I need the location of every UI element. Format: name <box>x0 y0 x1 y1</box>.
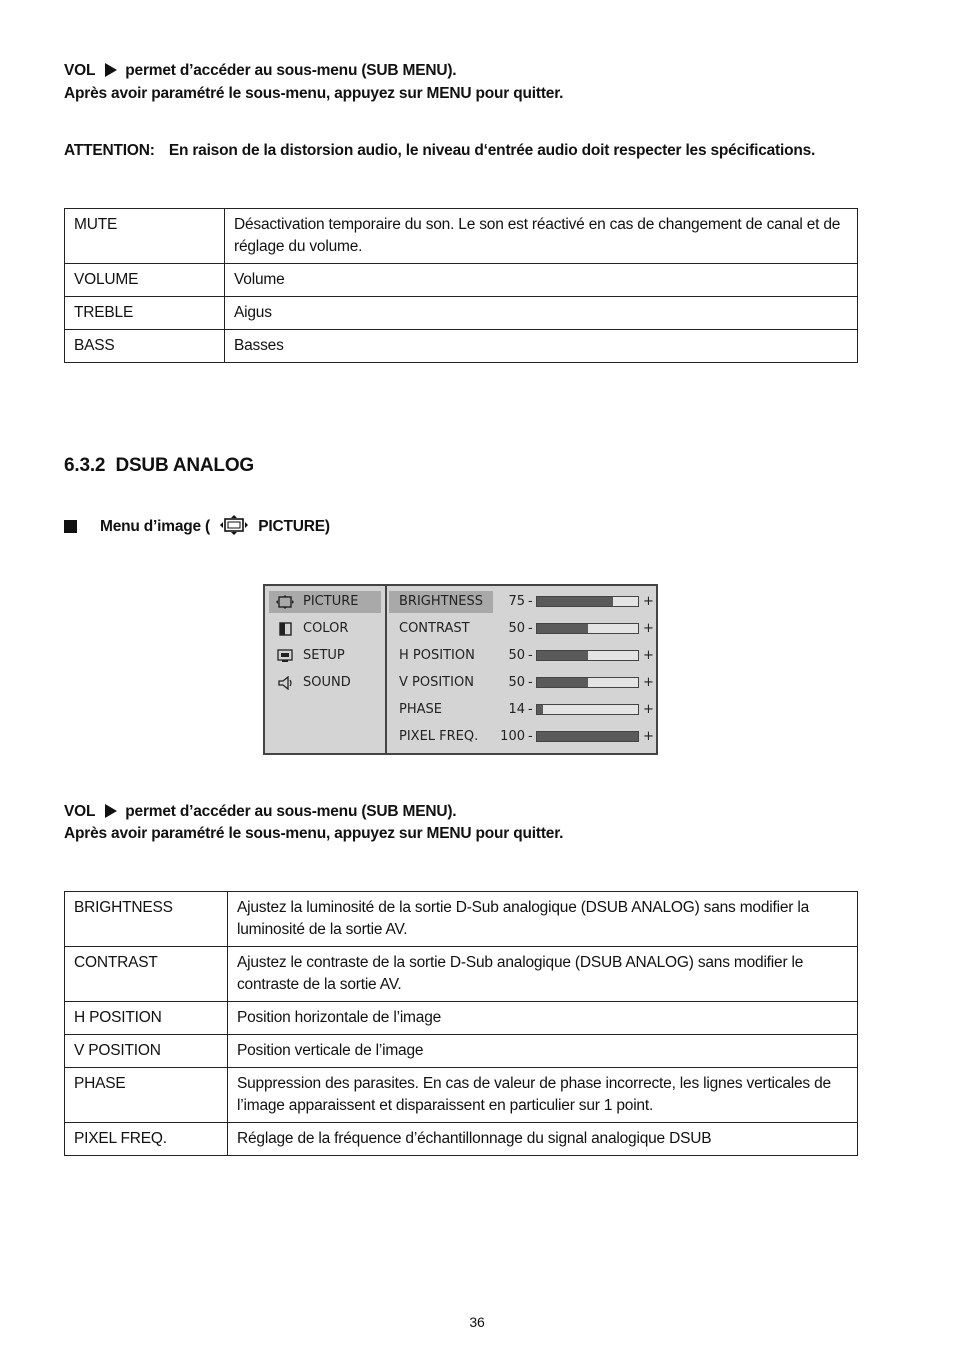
level-bar-fill <box>537 651 588 660</box>
table-row <box>65 330 858 363</box>
level-bar[interactable] <box>536 650 639 661</box>
desc-cell: Suppression des parasites. En cas de valeur de phase incorrecte, les lignes verticales de l’image apparaissent et disparaissent en particulier sur 1 point. <box>228 1068 858 1123</box>
term-cell: PHASE <box>65 1068 228 1123</box>
desc-cell: Réglage de la fréquence d’échantillonnage du signal analogique DSUB <box>228 1123 858 1156</box>
decrease-control[interactable]: - <box>528 675 533 690</box>
vol-instruction <box>64 60 456 82</box>
table-row <box>65 209 858 264</box>
color-icon <box>276 622 294 636</box>
term-cell: CONTRAST <box>65 947 228 1002</box>
increase-control[interactable]: + <box>643 675 654 690</box>
section-title: DSUB ANALOG <box>115 455 254 476</box>
sound-settings-table <box>64 208 858 363</box>
osd-setting-pixel-freq[interactable]: PIXEL FREQ. 100 - + <box>387 726 656 748</box>
picture-icon <box>276 595 294 609</box>
term-cell: H POSITION <box>65 1002 228 1035</box>
level-bar[interactable] <box>536 596 639 607</box>
level-bar[interactable] <box>536 704 639 715</box>
term-cell: TREBLE <box>65 297 225 330</box>
table-row <box>65 892 858 947</box>
desc-cell: Ajustez le contraste de la sortie D-Sub analogique (DSUB ANALOG) sans modifier le contraste de la sortie AV. <box>228 947 858 1002</box>
level-bar-fill <box>537 678 588 687</box>
table-row <box>65 297 858 330</box>
table-row <box>65 947 858 1002</box>
osd-menu-item-color[interactable]: COLOR <box>269 618 381 640</box>
bullet-square-icon <box>64 520 77 533</box>
level-bar[interactable] <box>536 731 639 742</box>
osd-main-menu <box>265 586 387 753</box>
increase-control[interactable]: + <box>643 702 654 717</box>
right-triangle-icon <box>105 804 117 818</box>
osd-settings-panel <box>387 586 656 753</box>
osd-setting-v-position[interactable]: V POSITION 50 - + <box>387 672 656 694</box>
vol-text: permet d’accéder au sous-menu (SUB MENU). <box>125 803 457 820</box>
table-row <box>65 1123 858 1156</box>
level-bar-fill <box>537 705 543 714</box>
picture-menu-caption <box>100 515 330 538</box>
osd-menu-item-picture[interactable]: PICTURE <box>269 591 381 613</box>
desc-cell: Désactivation temporaire du son. Le son est réactivé en cas de changement de canal et de réglage du volume. <box>225 209 858 264</box>
after-instruction-2: Après avoir paramétré le sous-menu, appuyez sur MENU pour quitter. <box>64 825 564 842</box>
level-bar-fill <box>537 624 588 633</box>
dsub-settings-table <box>64 891 858 1156</box>
decrease-control[interactable]: - <box>528 594 533 609</box>
vol-key: VOL <box>64 803 96 820</box>
picture-icon <box>220 515 248 535</box>
level-bar-fill <box>537 732 638 741</box>
increase-control[interactable]: + <box>643 594 654 609</box>
osd-setup-icon <box>276 649 294 663</box>
decrease-control[interactable]: - <box>528 729 533 744</box>
desc-cell: Position verticale de l’image <box>228 1035 858 1068</box>
osd-setting-contrast[interactable]: CONTRAST 50 - + <box>387 618 656 640</box>
desc-cell: Volume <box>225 264 858 297</box>
osd-menu-item-setup[interactable]: SETUP <box>269 645 381 667</box>
right-triangle-icon <box>105 63 117 77</box>
speaker-icon <box>276 676 294 690</box>
vol-instruction-2 <box>64 801 456 823</box>
table-row <box>65 1068 858 1123</box>
level-bar[interactable] <box>536 677 639 688</box>
decrease-control[interactable]: - <box>528 702 533 717</box>
osd-setting-brightness[interactable]: BRIGHTNESS 75 - + <box>387 591 656 613</box>
term-cell: MUTE <box>65 209 225 264</box>
after-instruction: Après avoir paramétré le sous-menu, appuyez sur MENU pour quitter. <box>64 85 564 102</box>
desc-cell: Position horizontale de l’image <box>228 1002 858 1035</box>
term-cell: BASS <box>65 330 225 363</box>
table-row <box>65 1002 858 1035</box>
level-bar-fill <box>537 597 613 606</box>
vol-key: VOL <box>64 62 96 79</box>
attention-text: En raison de la distorsion audio, le niveau d‘entrée audio doit respecter les spécifications. <box>168 142 816 159</box>
increase-control[interactable]: + <box>643 648 654 663</box>
increase-control[interactable]: + <box>643 621 654 636</box>
caption-suffix: PICTURE) <box>258 518 330 535</box>
osd-setting-h-position[interactable]: H POSITION 50 - + <box>387 645 656 667</box>
term-cell: V POSITION <box>65 1035 228 1068</box>
desc-cell: Ajustez la luminosité de la sortie D-Sub analogique (DSUB ANALOG) sans modifier la luminosité de la sortie AV. <box>228 892 858 947</box>
table-row <box>65 264 858 297</box>
term-cell: PIXEL FREQ. <box>65 1123 228 1156</box>
section-heading <box>64 455 254 477</box>
attention-note <box>64 140 815 162</box>
desc-cell: Basses <box>225 330 858 363</box>
desc-cell: Aigus <box>225 297 858 330</box>
term-cell: BRIGHTNESS <box>65 892 228 947</box>
osd-menu-item-sound[interactable]: SOUND <box>269 672 381 694</box>
caption-prefix: Menu d’image ( <box>100 518 211 535</box>
decrease-control[interactable]: - <box>528 621 533 636</box>
section-number: 6.3.2 <box>64 455 106 476</box>
increase-control[interactable]: + <box>643 729 654 744</box>
decrease-control[interactable]: - <box>528 648 533 663</box>
attention-label: ATTENTION: <box>64 142 155 159</box>
level-bar[interactable] <box>536 623 639 634</box>
page-number: 36 <box>469 1314 485 1330</box>
osd-picture-menu <box>263 584 658 755</box>
table-row <box>65 1035 858 1068</box>
vol-text: permet d’accéder au sous-menu (SUB MENU). <box>125 62 457 79</box>
osd-setting-phase[interactable]: PHASE 14 - + <box>387 699 656 721</box>
term-cell: VOLUME <box>65 264 225 297</box>
